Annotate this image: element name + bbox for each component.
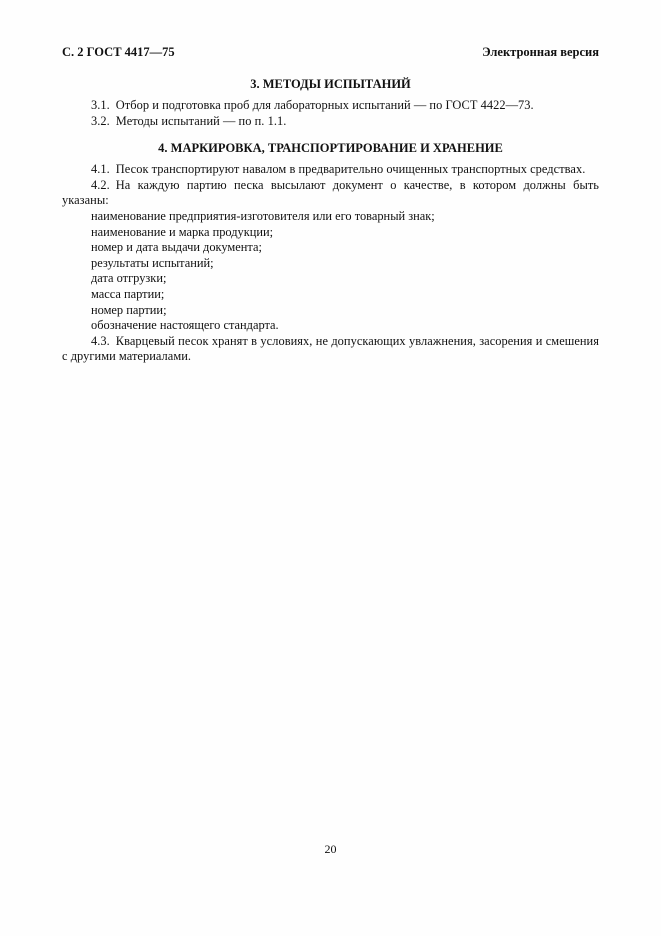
clause-text: Кварцевый песок хранят в условиях, не допускающих увлажнения, засорения и смешения с другими материалами.	[62, 333, 599, 364]
section-3-title: 3. МЕТОДЫ ИСПЫТАНИЙ	[250, 77, 411, 91]
page-number: 20	[324, 842, 337, 856]
list-item: номер и дата выдачи документа;	[91, 240, 262, 255]
section-4-title: 4. МАРКИРОВКА, ТРАНСПОРТИРОВАНИЕ И ХРАНЕНИЕ	[158, 141, 503, 156]
list-item: результаты испытаний;	[91, 255, 214, 270]
document-body	[62, 76, 599, 365]
list-item: дата отгрузки;	[91, 271, 167, 286]
document-code: С. 2 ГОСТ 4417—75	[62, 45, 175, 59]
list-item: масса партии;	[91, 286, 165, 301]
clause-text: Песок транспортируют навалом в предварительно очищенных транспортных средствах.	[115, 162, 586, 177]
clause-number: 4.2.	[91, 177, 110, 192]
clause-number: 3.1.	[91, 98, 110, 112]
clause-number: 4.1.	[91, 162, 110, 177]
list-item: наименование предприятия-изготовителя или его товарный знак;	[91, 208, 435, 223]
clause-3-2	[62, 114, 599, 130]
version-label: Электронная версия	[482, 45, 599, 59]
clause-text: Отбор и подготовка проб для лабораторных испытаний — по ГОСТ 4422—73.	[115, 98, 534, 112]
list-item: номер партии;	[91, 302, 167, 317]
list-item: обозначение настоящего стандарта.	[91, 318, 279, 333]
clause-3-1	[62, 98, 599, 114]
clause-text: На каждую партию песка высылают документ о качестве, в котором должны быть указаны:	[62, 177, 599, 208]
list-item: наименование и марка продукции;	[91, 224, 274, 239]
clause-text: Методы испытаний — по п. 1.1.	[115, 113, 287, 128]
clause-number: 4.3.	[91, 333, 110, 348]
clause-4-2	[62, 178, 599, 209]
page-header	[62, 45, 599, 61]
clause-4-1	[62, 162, 599, 178]
clause-4-3	[62, 334, 599, 365]
clause-number: 3.2.	[91, 113, 110, 128]
